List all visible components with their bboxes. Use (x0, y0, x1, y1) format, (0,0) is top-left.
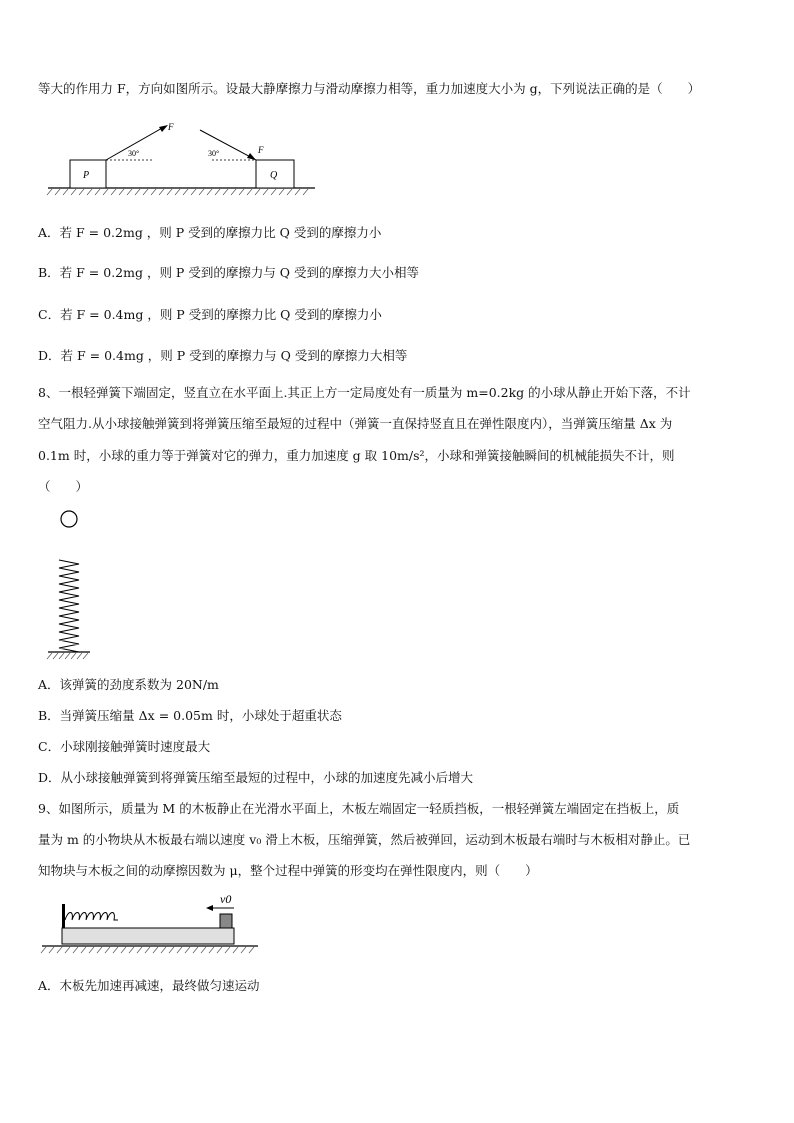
svg-text:F: F (168, 122, 174, 132)
spring (65, 913, 118, 921)
q7-figure (40, 118, 330, 198)
svg-text:Q: Q (270, 170, 278, 181)
spring (59, 560, 79, 652)
q8-option-b: B．当弹簧压缩量 Δx = 0.05m 时，小球处于超重状态 (38, 708, 342, 723)
q8-line-2: 空气阻力.从小球接触弹簧到将弹簧压缩至最短的过程中（弹簧一直保持竖直且在弹性限度内），当弹簧压缩量 Δx 为 (38, 416, 673, 431)
svg-text:30°: 30° (128, 149, 140, 158)
ball (61, 511, 77, 527)
velocity-arrow (206, 905, 213, 911)
q7-intro: 等大的作用力 F，方向如图所示。设最大静摩擦力与滑动摩擦力相等，重力加速度大小为 g，下列说法正确的是（ ） (38, 81, 701, 96)
q8-option-d: D．从小球接触弹簧到将弹簧压缩至最短的过程中，小球的加速度先减小后增大 (38, 770, 474, 785)
svg-text:P: P (83, 170, 90, 181)
q9-line-1: 9、如图所示，质量为 M 的木板静止在光滑水平面上，木板左端固定一轻质挡板，一根轻弹簧左端固定在挡板上，质 (38, 801, 680, 816)
q7-option-c: C．若 F = 0.4mg ，则 P 受到的摩擦力比 Q 受到的摩擦力小 (38, 307, 382, 322)
force-arrow-q (247, 153, 256, 160)
small-block (220, 914, 232, 928)
q7-option-d: D．若 F = 0.4mg ，则 P 受到的摩擦力与 Q 受到的摩擦力大相等 (38, 348, 408, 363)
q9-line-2: 量为 m 的小物块从木板最右端以速度 v₀ 滑上木板，压缩弹簧，然后被弹回，运动到木板最右端时与木板相对静止。已 (38, 832, 691, 847)
q7-option-a: A．若 F = 0.2mg ，则 P 受到的摩擦力比 Q 受到的摩擦力小 (38, 225, 382, 240)
svg-text:30°: 30° (208, 149, 220, 158)
q8-line-4: （ ） (38, 479, 89, 494)
q8-option-c: C．小球刚接触弹簧时速度最大 (38, 739, 211, 754)
q7-option-b: B．若 F = 0.2mg ，则 P 受到的摩擦力与 Q 受到的摩擦力大小相等 (38, 265, 420, 280)
q8-figure (40, 506, 100, 666)
q9-line-3: 知物块与木板之间的动摩擦因数为 μ，整个过程中弹簧的形变均在弹性限度内，则（ ） (38, 863, 538, 878)
q8-option-a: A．该弹簧的劲度系数为 20N/m (38, 677, 219, 692)
q9-option-a: A．木板先加速再减速，最终做匀速运动 (38, 978, 260, 993)
svg-text:F: F (258, 145, 264, 155)
board (62, 928, 234, 944)
q8-line-3: 0.1m 时，小球的重力等于弹簧对它的弹力，重力加速度 g 取 10m/s²，小球和弹簧接触瞬间的机械能损失不计，则 (38, 448, 675, 463)
svg-text:v0: v0 (220, 892, 232, 906)
baffle (62, 904, 65, 928)
q9-figure (40, 890, 270, 962)
force-arrow-p (159, 125, 168, 132)
q8-line-1: 8、一根轻弹簧下端固定，竖直立在水平面上.其正上方一定局度处有一质量为 m=0.2kg 的小球从静止开始下落，不计 (38, 385, 691, 400)
